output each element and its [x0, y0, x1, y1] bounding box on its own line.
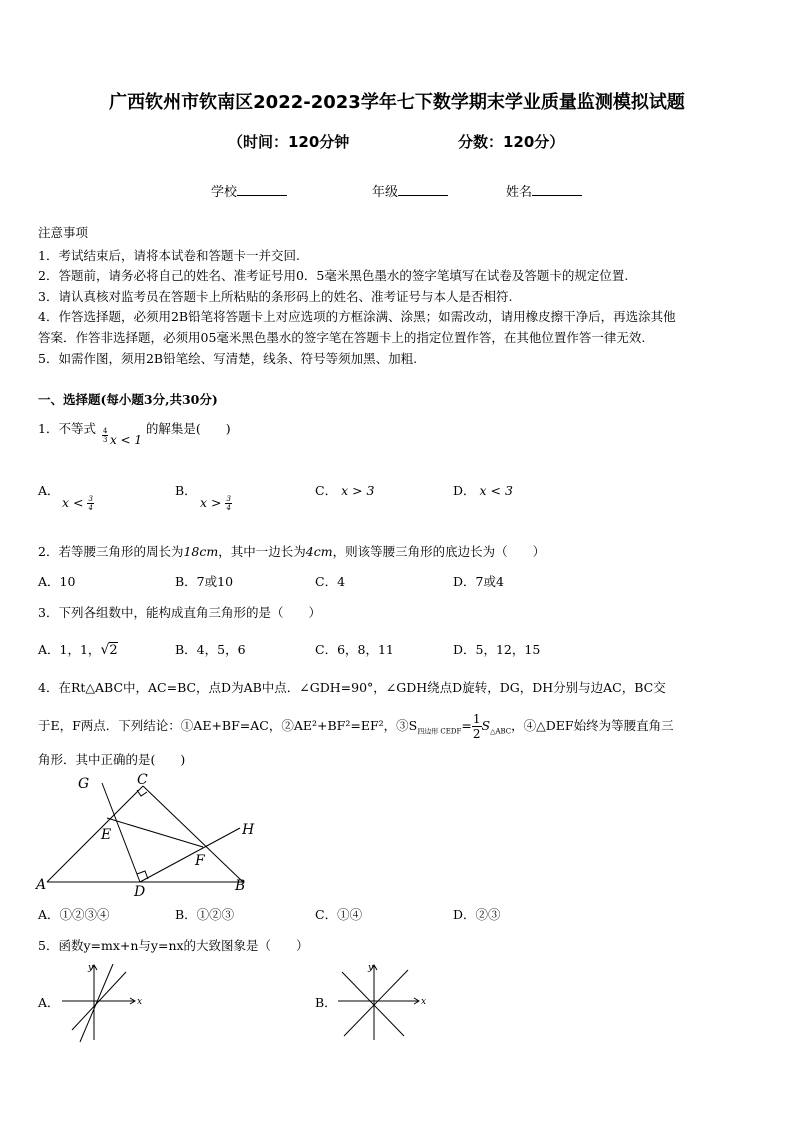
- note-item: 5．如需作图，须用2B铅笔绘、写清楚，线条、符号等须加黑、加粗.: [38, 351, 418, 366]
- q5-graph-b: [332, 958, 432, 1044]
- q5-option-b[interactable]: B．: [315, 995, 337, 1010]
- score-info: 分数：120分）: [458, 133, 565, 151]
- label-a: A: [36, 877, 47, 893]
- grade-label: 年级: [372, 185, 399, 200]
- segment-ac: [47, 786, 143, 882]
- page-title: 广西钦州市钦南区2022-2023学年七下数学期末学业质量监测模拟试题: [109, 92, 685, 113]
- x-axis-label: x: [421, 997, 427, 1007]
- note-item: 答案．作答非选择题，必须用05毫米黑色墨水的签字笔在答题卡上的指定位置作答，在其他位置作答一律无效.: [38, 330, 646, 345]
- q4-option-b[interactable]: B．①②③: [175, 907, 235, 922]
- label-e: E: [101, 827, 112, 843]
- section-heading: 一、选择题(每小题3分,共30分): [38, 392, 218, 407]
- q3-option-a[interactable]: A．1，1，√2: [38, 642, 118, 658]
- name-field[interactable]: [506, 181, 582, 200]
- time-info: （时间：120分钟: [228, 133, 350, 151]
- q2-option-c[interactable]: C．4: [315, 574, 346, 589]
- q3-option-d[interactable]: D．5，12，15: [453, 642, 541, 657]
- q5-option-a[interactable]: A．: [38, 995, 60, 1010]
- q4-triangle-figure: [30, 768, 270, 898]
- q3-stem: 3．下列各组数中，能构成直角三角形的是（ ）: [38, 605, 321, 620]
- q1-option-b-value: x > $\frac{3}{4}$: [200, 495, 231, 512]
- note-item: 3．请认真核对监考员在答题卡上所粘贴的条形码上的姓名、准考证号与本人是否相符.: [38, 289, 513, 304]
- y-axis-label: y: [88, 963, 94, 973]
- q2-stem: 2．若等腰三角形的周长为18cm，其中一边长为4cm，则该等腰三角形的底边长为（ ）: [38, 544, 546, 559]
- x-axis-label: x: [137, 997, 143, 1007]
- q3-option-c[interactable]: C．6，8，11: [315, 642, 394, 657]
- label-g: G: [78, 776, 90, 792]
- q2-option-b[interactable]: B．7或10: [175, 574, 234, 589]
- q3-option-b[interactable]: B．4，5，6: [175, 642, 246, 657]
- line-y-mx-n: [342, 972, 404, 1036]
- q4-line3: 角形．其中正确的是( ): [38, 752, 186, 767]
- q4-line1: 4．在Rt△ABC中，AC=BC，点D为AB中点．∠GDH=90°，∠GDH绕点D旋转，DG，DH分别与边AC，BC交: [38, 680, 666, 695]
- line-y-nx: [344, 970, 408, 1036]
- q4-option-a[interactable]: A．①②③④: [38, 907, 110, 922]
- label-h: H: [242, 822, 255, 838]
- note-item: 1．考试结束后，请将本试卷和答题卡一并交回.: [38, 248, 300, 263]
- notes-heading: 注意事项: [38, 225, 89, 240]
- q1-option-b[interactable]: B．: [175, 483, 197, 498]
- note-item: 4．作答选择题，必须用2B铅笔将答题卡上对应选项的方框涂满、涂黑；如需改动，请用橡皮擦干净后，再选涂其他: [38, 309, 676, 324]
- q4-line2: 于E，F两点．下列结论：①AE+BF=AC，②AE²+BF²=EF²，$③S_{四边形 CEDF}=$ $\frac{1}{2}$ $S_{\triangle ABC}$，④△DEF始终为等腰直角三: [38, 712, 674, 741]
- q1-stem: 1．不等式 $\frac{4}{3}$ x < 1 的解集是( ): [38, 421, 231, 447]
- label-b: B: [235, 878, 246, 894]
- ray-dh: [140, 828, 240, 882]
- label-d: D: [134, 884, 146, 898]
- name-label: 姓名: [506, 185, 533, 200]
- school-field[interactable]: [211, 181, 287, 200]
- label-f: F: [195, 853, 205, 869]
- note-item: 2．答题前，请务必将自己的姓名、准考证号用0．5毫米黑色墨水的签字笔填写在试卷及答题卡的规定位置.: [38, 268, 629, 283]
- q1-fraction: $\frac{4}{3}$: [102, 427, 108, 444]
- q4-option-c[interactable]: C．①④: [315, 907, 363, 922]
- label-c: C: [137, 772, 148, 788]
- y-axis-label: y: [368, 963, 374, 973]
- q1-option-c[interactable]: C． x > 3: [315, 483, 375, 498]
- q1-option-a[interactable]: A．: [38, 483, 60, 498]
- q5-stem: 5．函数y=mx+n与y=nx的大致图象是（ ）: [38, 938, 309, 953]
- grade-field[interactable]: [372, 181, 448, 200]
- q4-option-d[interactable]: D．②③: [453, 907, 501, 922]
- q5-graph-a: [58, 958, 148, 1044]
- q2-option-d[interactable]: D．7或4: [453, 574, 504, 589]
- school-label: 学校: [211, 185, 238, 200]
- q1-option-a-value: x < $\frac{3}{4}$: [62, 495, 93, 512]
- q2-option-a[interactable]: A．10: [38, 574, 76, 589]
- q1-option-d[interactable]: D． x < 3: [453, 483, 513, 498]
